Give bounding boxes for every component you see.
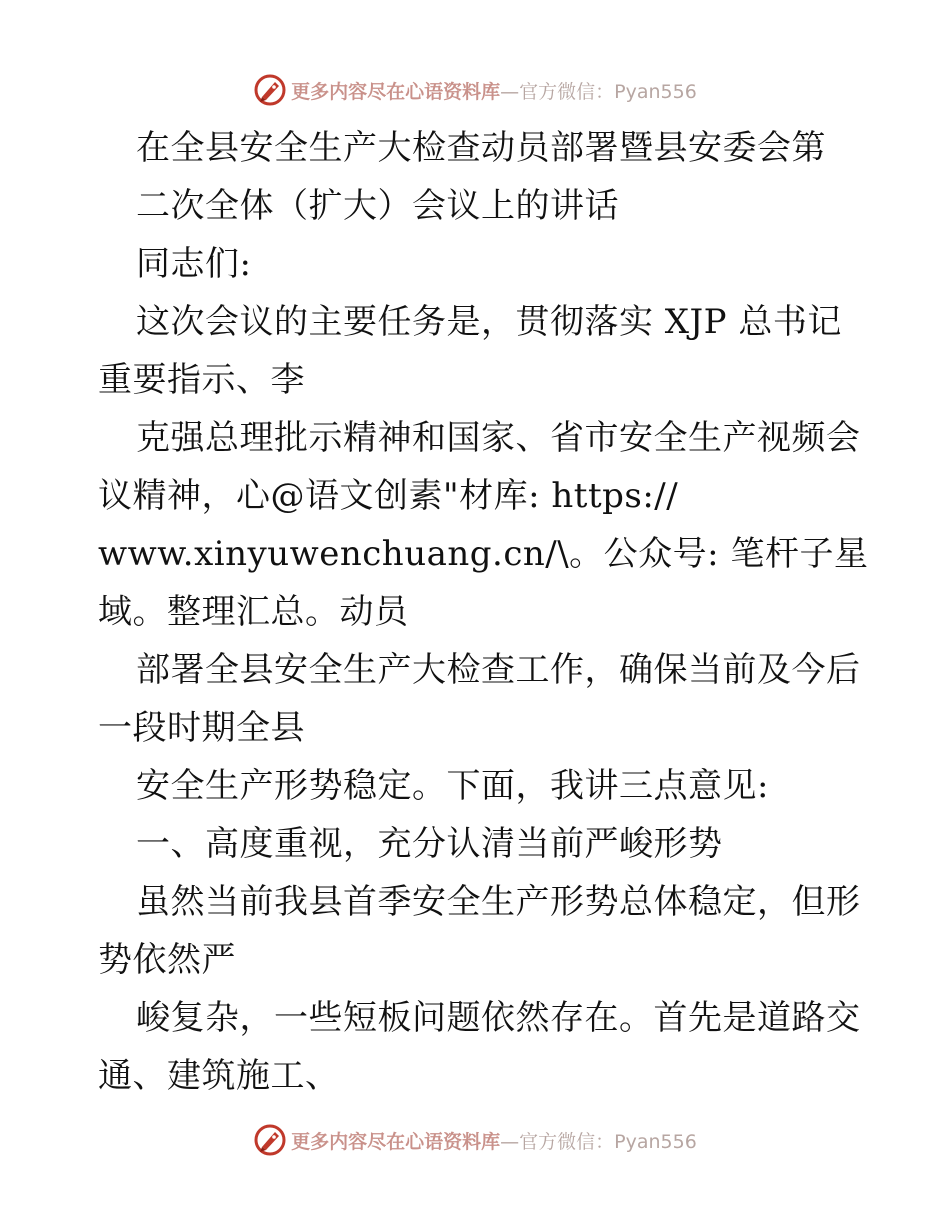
paragraph-line: 部署全县安全生产大检查工作，确保当前及今后 (136, 650, 861, 690)
paragraph-line: 峻复杂，一些短板问题依然存在。首先是道路交 (136, 998, 861, 1038)
watermark-banner-bottom (0, 1120, 950, 1160)
paragraph-line: www.xinyuwenchuang.cn/\。公众号: 笔杆子星 (98, 534, 869, 574)
paragraph-line: 安全生产形势稳定。下面，我讲三点意见: (136, 766, 769, 806)
paragraph-line: 议精神，心@语文创素"材库: https:// (98, 476, 679, 516)
watermark-right-text: 官方微信：Pyan556 (519, 80, 697, 103)
section-heading: 一、高度重视，充分认清当前严峻形势 (136, 824, 723, 864)
paragraph-line: 这次会议的主要任务是，贯彻落实 XJP 总书记 (136, 302, 842, 342)
watermark-text (291, 1127, 697, 1154)
pen-nib-circle-icon (253, 1123, 287, 1157)
watermark-left-text: 更多内容尽在心语资料库 (291, 1130, 501, 1153)
paragraph-line: 虽然当前我县首季安全生产形势总体稳定，但形 (136, 882, 861, 922)
paragraph-line: 一段时期全县 (98, 708, 305, 748)
salutation: 同志们: (136, 244, 252, 284)
paragraph-line: 重要指示、李 (98, 360, 305, 400)
title-line-2: 二次全体（扩大）会议上的讲话 (136, 186, 619, 226)
paragraph-line: 势依然严 (98, 940, 236, 980)
paragraph-line: 克强总理批示精神和国家、省市安全生产视频会 (136, 418, 861, 458)
watermark-left-text: 更多内容尽在心语资料库 (291, 80, 501, 103)
watermark-right-text: 官方微信：Pyan556 (519, 1130, 697, 1153)
watermark-dash: — (500, 80, 520, 103)
paragraph-line: 通、建筑施工、 (98, 1056, 340, 1096)
paragraph-line: 域。整理汇总。动员 (98, 592, 409, 632)
title-line-1: 在全县安全生产大检查动员部署暨县安委会第 (136, 128, 826, 168)
watermark-dash: — (500, 1130, 520, 1153)
